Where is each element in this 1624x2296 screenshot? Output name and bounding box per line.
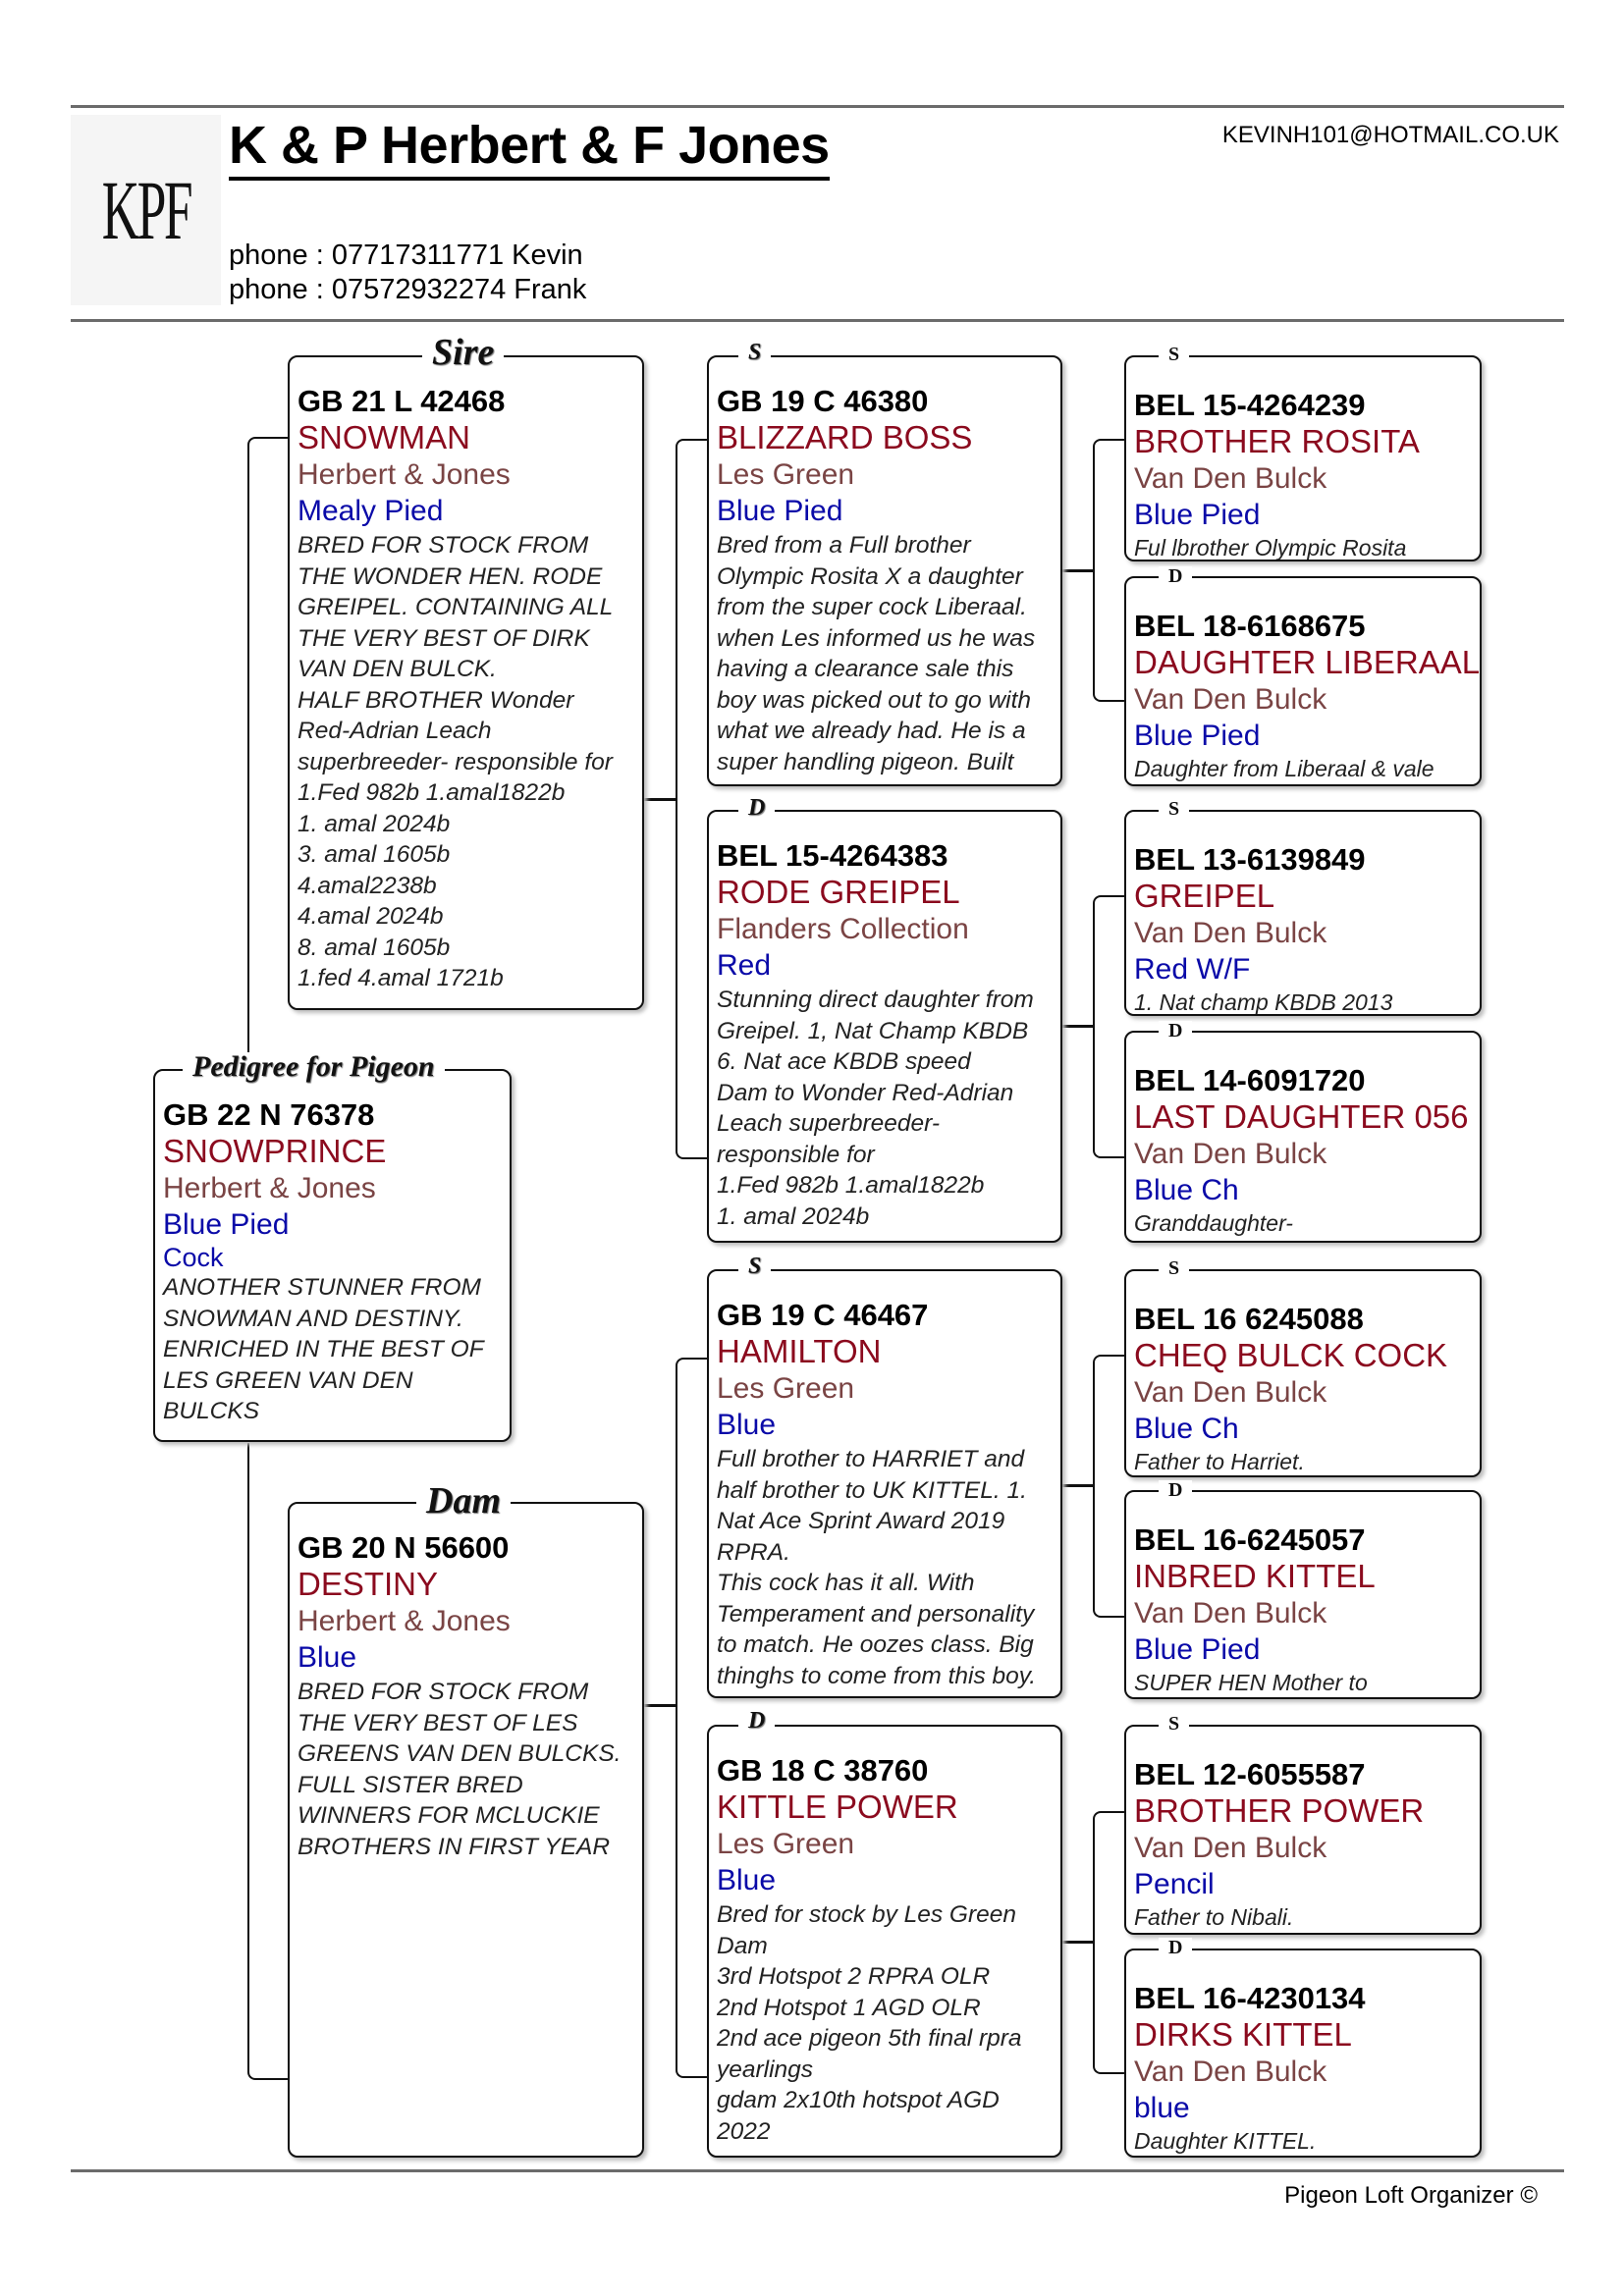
great-grandparent-card[interactable] bbox=[1124, 355, 1482, 561]
ggp-breeder: Van Den Bulck bbox=[1134, 683, 1327, 716]
subject-color: Blue Pied bbox=[163, 1208, 290, 1241]
dam-card[interactable] bbox=[288, 1502, 644, 2158]
grandparent-breeder: Flanders Collection bbox=[717, 913, 969, 945]
ggp-name: BROTHER POWER bbox=[1134, 1792, 1425, 1829]
ggp-notes: Ful lbrother Olympic Rosita bbox=[1134, 535, 1407, 561]
subject-notes: ANOTHER STUNNER FROM SNOWMAN AND DESTINY. ENRICHED IN THE BEST OF LES GREEN VAN DEN BULCKS bbox=[163, 1274, 484, 1424]
sire-notes: BRED FOR STOCK FROM THE WONDER HEN. RODE GREIPEL. CONTAINING ALL THE VERY BEST OF DIRK VAN DEN BULCK. HALF BROTHER Wonder Red-Adrian Leach superbreeder- responsible for 1.Fed 982b 1.amal1822b 1. amal 2024b 3. amal 1605b 4.amal2238b 4.amal 2024b 8. amal 1605b 1.fed 4.amal 1721b bbox=[298, 532, 614, 991]
dam-notes: BRED FOR STOCK FROM THE VERY BEST OF LES GREENS VAN DEN BULCKS. FULL SISTER BRED WINNERS FOR MCLUCKIE BROTHERS IN FIRST YEAR bbox=[298, 1679, 622, 1860]
sire-card[interactable] bbox=[288, 355, 644, 1010]
connector-gp1-children bbox=[1093, 439, 1126, 702]
ggp-breeder: Van Den Bulck bbox=[1134, 1832, 1327, 1864]
header-bottom-rule bbox=[71, 319, 1564, 322]
grandparent-color: Blue bbox=[717, 1409, 777, 1441]
subject-breeder: Herbert & Jones bbox=[163, 1172, 376, 1204]
connector-gp2-children bbox=[1093, 895, 1126, 1158]
phone-frank: phone : 07572932274 Frank bbox=[229, 274, 587, 305]
ggp-sex-label: D bbox=[1159, 566, 1192, 586]
ggp-name: DAUGHTER LIBERAAL bbox=[1134, 644, 1481, 680]
dam-color: Blue bbox=[298, 1641, 357, 1674]
grandparent-name: KITTLE POWER bbox=[717, 1789, 958, 1825]
grandparent-ring-number: BEL 15-4264383 bbox=[717, 838, 948, 873]
dam-name: DESTINY bbox=[298, 1566, 439, 1602]
subject-label: Pedigree for Pigeon bbox=[183, 1052, 445, 1082]
ggp-color: blue bbox=[1134, 2092, 1190, 2124]
ggp-sex-label: D bbox=[1159, 1021, 1192, 1041]
dam-ring-number: GB 20 N 56600 bbox=[298, 1530, 510, 1565]
grandparent-sex-label: D bbox=[738, 796, 775, 820]
great-grandparent-card[interactable] bbox=[1124, 1725, 1482, 1935]
ggp-sex-label: S bbox=[1159, 799, 1189, 819]
connector-dam-out bbox=[644, 1704, 676, 1707]
connector-gp3-out bbox=[1062, 1484, 1093, 1487]
grandparent-name: BLIZZARD BOSS bbox=[717, 419, 973, 455]
dam-breeder: Herbert & Jones bbox=[298, 1605, 511, 1637]
ggp-name: BROTHER ROSITA bbox=[1134, 423, 1420, 459]
grandparent-ring-number: GB 19 C 46380 bbox=[717, 384, 929, 418]
subject-sex: Cock bbox=[163, 1243, 224, 1272]
sire-label: Sire bbox=[422, 334, 504, 371]
email-address[interactable]: KEVINH101@HOTMAIL.CO.UK bbox=[1221, 122, 1559, 148]
connector-gp4-out bbox=[1062, 1941, 1093, 1944]
ggp-notes: Daughter from Liberaal & vale bbox=[1134, 756, 1435, 781]
ggp-name: LAST DAUGHTER 056 bbox=[1134, 1098, 1469, 1135]
sire-color: Mealy Pied bbox=[298, 495, 444, 527]
logo-text: KPF bbox=[101, 163, 190, 257]
ggp-notes: SUPER HEN Mother to bbox=[1134, 1670, 1368, 1695]
great-grandparent-card[interactable] bbox=[1124, 1490, 1482, 1699]
grandparent-notes: Full brother to HARRIET and half brother to UK KITTEL. 1. Nat Ace Sprint Award 2019 RPRA. This cock has it all. With Temperament and personality to match. He oozes class. Big thinghs to come from this boy. bbox=[717, 1446, 1036, 1689]
ggp-ring-number: BEL 18-6168675 bbox=[1134, 609, 1366, 643]
ggp-notes: Daughter KITTEL. bbox=[1134, 2128, 1317, 2154]
grandparent-color: Blue Pied bbox=[717, 495, 843, 527]
grandparent-breeder: Les Green bbox=[717, 1372, 855, 1405]
connector-gp4-children bbox=[1093, 1811, 1126, 2074]
grandparent-name: RODE GREIPEL bbox=[717, 874, 960, 910]
ggp-notes: 1. Nat champ KBDB 2013 bbox=[1134, 989, 1393, 1015]
grandparent-card[interactable] bbox=[707, 810, 1062, 1243]
ggp-color: Pencil bbox=[1134, 1868, 1215, 1900]
ggp-ring-number: BEL 14-6091720 bbox=[1134, 1063, 1366, 1097]
footer-rule bbox=[71, 2169, 1564, 2172]
ggp-sex-label: D bbox=[1159, 1938, 1192, 1957]
connector-sire-children bbox=[676, 439, 709, 1159]
ggp-breeder: Van Den Bulck bbox=[1134, 1376, 1327, 1409]
sire-breeder: Herbert & Jones bbox=[298, 458, 511, 491]
ggp-ring-number: BEL 12-6055587 bbox=[1134, 1757, 1366, 1791]
ggp-notes: Father to Harriet. bbox=[1134, 1449, 1305, 1474]
grandparent-notes: Stunning direct daughter from Greipel. 1, Nat Champ KBDB 6. Nat ace KBDB speed Dam to Wonder Red-Adrian Leach superbreeder- responsible for 1.Fed 982b 1.amal1822b 1. amal 2024b bbox=[717, 987, 1034, 1230]
grandparent-sex-label: D bbox=[738, 1709, 775, 1733]
kpf-logo bbox=[71, 115, 221, 305]
ggp-sex-label: D bbox=[1159, 1480, 1192, 1500]
sire-name: SNOWMAN bbox=[298, 419, 470, 455]
great-grandparent-card[interactable] bbox=[1124, 576, 1482, 786]
ggp-breeder: Van Den Bulck bbox=[1134, 462, 1327, 495]
subject-ring-number: GB 22 N 76378 bbox=[163, 1097, 375, 1132]
loft-title: K & P Herbert & F Jones bbox=[229, 116, 830, 181]
ggp-ring-number: BEL 16-4230134 bbox=[1134, 1981, 1366, 2015]
ggp-ring-number: BEL 13-6139849 bbox=[1134, 842, 1366, 877]
ggp-breeder: Van Den Bulck bbox=[1134, 2056, 1327, 2088]
footer-credit: Pigeon Loft Organizer © bbox=[1284, 2182, 1538, 2209]
ggp-ring-number: BEL 16-6245057 bbox=[1134, 1522, 1366, 1557]
ggp-notes: Father to Nibali. bbox=[1134, 1904, 1294, 1930]
ggp-breeder: Van Den Bulck bbox=[1134, 1597, 1327, 1629]
connector-dam-children bbox=[676, 1358, 709, 2078]
ggp-ring-number: BEL 16 6245088 bbox=[1134, 1302, 1364, 1336]
ggp-color: Blue Ch bbox=[1134, 1413, 1239, 1445]
grandparent-notes: Bred from a Full brother Olympic Rosita X a daughter from the super cock Liberaal. when Les informed us he was having a clearance sale this boy was picked out to go with what we already had. He is a super handling pigeon. Built bbox=[717, 532, 1036, 775]
ggp-breeder: Van Den Bulck bbox=[1134, 1138, 1327, 1170]
great-grandparent-card[interactable] bbox=[1124, 1031, 1482, 1243]
ggp-breeder: Van Den Bulck bbox=[1134, 917, 1327, 949]
ggp-sex-label: S bbox=[1159, 1258, 1189, 1278]
grandparent-color: Red bbox=[717, 949, 772, 982]
phone-kevin: phone : 07717311771 Kevin bbox=[229, 240, 583, 271]
ggp-color: Blue Ch bbox=[1134, 1174, 1239, 1206]
ggp-color: Blue Pied bbox=[1134, 720, 1261, 752]
grandparent-ring-number: GB 18 C 38760 bbox=[717, 1753, 929, 1788]
great-grandparent-card[interactable] bbox=[1124, 1269, 1482, 1477]
header-top-rule bbox=[71, 105, 1564, 108]
grandparent-notes: Bred for stock by Les Green Dam 3rd Hotspot 2 RPRA OLR 2nd Hotspot 1 AGD OLR 2nd ace pigeon 5th final rpra yearlings gdam 2x10th hotspot AGD 2022 bbox=[717, 1901, 1022, 2145]
subject-name: SNOWPRINCE bbox=[163, 1133, 387, 1169]
connector-gp2-out bbox=[1062, 1025, 1093, 1028]
dam-label: Dam bbox=[416, 1482, 511, 1520]
grandparent-breeder: Les Green bbox=[717, 1828, 855, 1860]
grandparent-card[interactable] bbox=[707, 1725, 1062, 2158]
grandparent-sex-label: S bbox=[738, 341, 771, 364]
ggp-ring-number: BEL 15-4264239 bbox=[1134, 388, 1366, 422]
ggp-color: Blue Pied bbox=[1134, 499, 1261, 531]
connector-sire-out bbox=[644, 798, 676, 801]
sire-ring-number: GB 21 L 42468 bbox=[298, 384, 506, 418]
ggp-sex-label: S bbox=[1159, 345, 1189, 364]
grandparent-card[interactable] bbox=[707, 1269, 1062, 1698]
grandparent-sex-label: S bbox=[738, 1255, 771, 1278]
ggp-sex-label: S bbox=[1159, 1714, 1189, 1734]
ggp-name: INBRED KITTEL bbox=[1134, 1558, 1376, 1594]
ggp-name: GREIPEL bbox=[1134, 878, 1275, 914]
ggp-notes: Granddaughter- bbox=[1134, 1210, 1293, 1236]
ggp-color: Red W/F bbox=[1134, 953, 1251, 986]
grandparent-color: Blue bbox=[717, 1864, 777, 1896]
grandparent-ring-number: GB 19 C 46467 bbox=[717, 1298, 929, 1332]
great-grandparent-card[interactable] bbox=[1124, 810, 1482, 1016]
ggp-name: DIRKS KITTEL bbox=[1134, 2016, 1352, 2053]
subject-card[interactable] bbox=[153, 1069, 512, 1442]
ggp-name: CHEQ BULCK COCK bbox=[1134, 1337, 1448, 1373]
grandparent-breeder: Les Green bbox=[717, 458, 855, 491]
grandparent-card[interactable] bbox=[707, 355, 1062, 786]
connector-gp1-out bbox=[1062, 569, 1093, 572]
great-grandparent-card[interactable] bbox=[1124, 1949, 1482, 2158]
grandparent-name: HAMILTON bbox=[717, 1333, 882, 1369]
connector-gp3-children bbox=[1093, 1355, 1126, 1618]
ggp-color: Blue Pied bbox=[1134, 1633, 1261, 1666]
